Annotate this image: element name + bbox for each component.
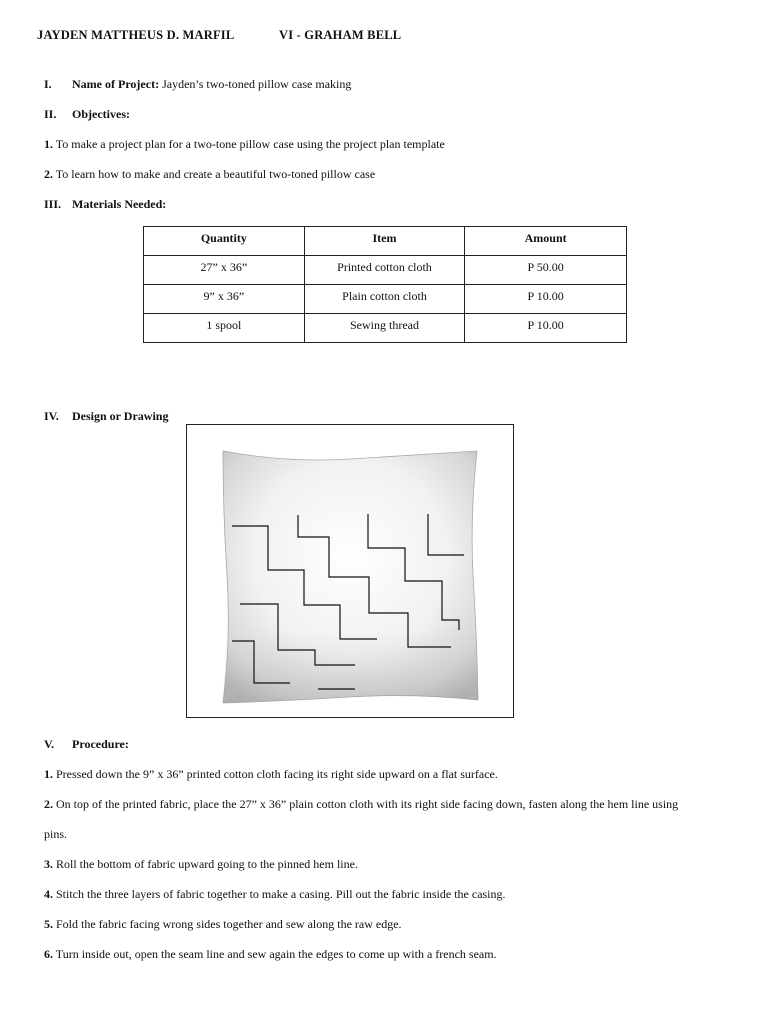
step-text: On top of the printed fabric, place the 27” x 36” plain cotton cloth with its right side facing down, fasten along the hem line using [56, 797, 679, 811]
column-header-quantity: Quantity [144, 227, 305, 256]
materials-label: Materials Needed: [72, 197, 167, 211]
procedure-step [44, 917, 402, 932]
step-number: 2. [44, 797, 53, 811]
materials-table [143, 226, 627, 343]
step-text: Pressed down the 9” x 36” printed cotton cloth facing its right side upward on a flat surface. [56, 767, 498, 781]
objective-text: To make a project plan for a two-tone pillow case using the project plan template [55, 137, 445, 151]
objective-item [44, 167, 375, 182]
step-number: 3. [44, 857, 53, 871]
cell-item: Printed cotton cloth [304, 256, 465, 285]
objective-number: 1. [44, 137, 53, 151]
cell-quantity: 27” x 36” [144, 256, 305, 285]
objective-number: 2. [44, 167, 53, 181]
cell-amount: P 10.00 [465, 285, 627, 314]
procedure-step [44, 887, 506, 902]
objective-text: To learn how to make and create a beautiful two-toned pillow case [55, 167, 376, 181]
numeral-3: III. [44, 197, 62, 211]
objectives-label: Objectives: [72, 107, 130, 121]
table-row [144, 314, 627, 343]
step-text: Fold the fabric facing wrong sides together and sew along the raw edge. [56, 917, 402, 931]
project-name-label: Name of Project: [72, 77, 160, 91]
column-header-amount: Amount [465, 227, 627, 256]
objectives-heading [44, 107, 130, 122]
cell-quantity: 1 spool [144, 314, 305, 343]
step-text: Stitch the three layers of fabric together to make a casing. Pill out the fabric inside the casing. [56, 887, 506, 901]
materials-heading [44, 197, 166, 212]
section-name: VI - GRAHAM BELL [279, 28, 402, 42]
pillow-drawing [187, 425, 513, 717]
design-heading [44, 409, 168, 424]
student-name: JAYDEN MATTHEUS D. MARFIL [37, 28, 235, 42]
numeral-2: II. [44, 107, 57, 121]
procedure-step-continuation: pins. [44, 827, 68, 841]
cell-item: Sewing thread [304, 314, 465, 343]
step-text: Turn inside out, open the seam line and sew again the edges to come up with a french seam. [55, 947, 497, 961]
cell-amount: P 50.00 [465, 256, 627, 285]
procedure-heading [44, 737, 129, 752]
step-number: 1. [44, 767, 53, 781]
step-number: 4. [44, 887, 53, 901]
pillow-drawing-frame [186, 424, 514, 718]
table-header-row [144, 227, 627, 256]
cell-quantity: 9” x 36” [144, 285, 305, 314]
numeral-4: IV. [44, 409, 59, 423]
column-header-item: Item [304, 227, 465, 256]
numeral-1: I. [44, 77, 52, 91]
cell-item: Plain cotton cloth [304, 285, 465, 314]
objective-item [44, 137, 445, 152]
procedure-step [44, 797, 678, 812]
design-label: Design or Drawing [72, 409, 169, 423]
step-number: 5. [44, 917, 53, 931]
numeral-5: V. [44, 737, 55, 751]
project-name-value: Jayden’s two-toned pillow case making [162, 77, 352, 91]
table-row [144, 256, 627, 285]
project-name-line [44, 77, 351, 92]
cell-amount: P 10.00 [465, 314, 627, 343]
step-text: Roll the bottom of fabric upward going to the pinned hem line. [56, 857, 358, 871]
procedure-label: Procedure: [72, 737, 129, 751]
procedure-step [44, 947, 497, 962]
step-number: 6. [44, 947, 53, 961]
table-row [144, 285, 627, 314]
procedure-step [44, 857, 358, 872]
procedure-step [44, 767, 498, 782]
